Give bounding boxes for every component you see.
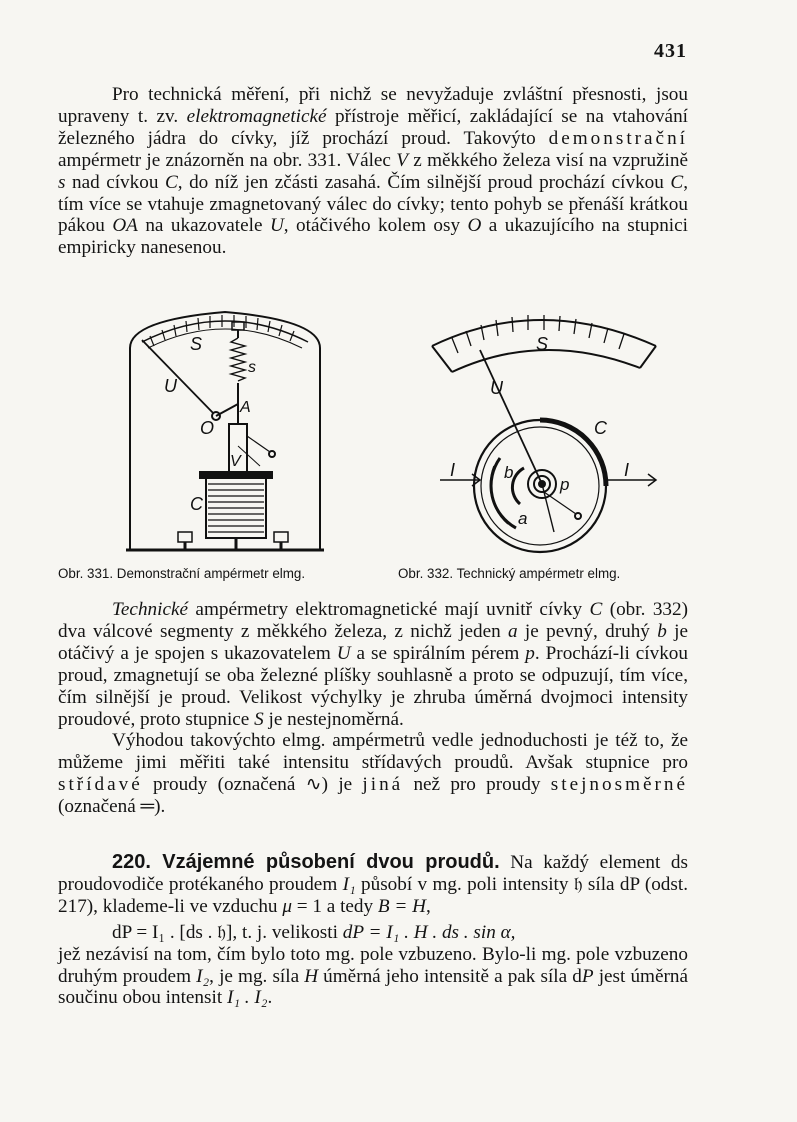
label-C: C	[190, 494, 203, 514]
term-technicke: Technické	[112, 599, 189, 620]
section-heading: 220. Vzájemné působení dvou proudů.	[112, 851, 500, 873]
symbol-P: P	[581, 965, 594, 987]
caption-fig-331: Obr. 331. Demonstrační ampérmetr elmg.	[58, 566, 306, 581]
label-V: V	[230, 453, 241, 470]
text: , do níž jen zčásti zasahá. Čím silnější proud prochází cívkou	[177, 171, 671, 193]
label-s: s	[248, 359, 256, 376]
label-b: b	[504, 463, 514, 482]
text: (označená ═).	[58, 796, 166, 818]
paragraph-force	[58, 944, 688, 1010]
formula-dP	[58, 922, 688, 944]
text: je otáčivý a je spojen s ukazovatelem	[58, 620, 688, 664]
text: ampérmetry elektromagnetické mají uvnitř cívky	[188, 599, 590, 620]
text: .	[267, 987, 273, 1009]
text: přístroje měřicí, zakládající se na vtahování železného jádra do cívky, jíž prochází proud. Takovýto	[58, 105, 688, 149]
text: (obr. 332) dva válcové segmenty z měkkého železa, z nichž jeden	[58, 599, 688, 642]
text: je nestejnoměrná.	[263, 708, 404, 730]
paragraph-intro	[58, 84, 688, 259]
text: , otáčivého kolem osy	[283, 215, 468, 237]
symbol-H: H	[304, 965, 319, 987]
text: ,	[426, 895, 431, 917]
text: nad cívkou	[65, 171, 165, 193]
symbol-C: C	[164, 171, 178, 193]
text: působí v mg. poli intensity 𝔥 síla dP (odst. 217), klademe-li ve vzduchu	[58, 873, 688, 917]
paragraph-advantages	[58, 730, 688, 818]
equation-B-H: B = H	[377, 895, 427, 917]
label-U: U	[490, 378, 503, 398]
formula-part: dP = I₁ . [ds . 𝔥], t. j. velikosti	[112, 921, 343, 943]
text: . Prochází-li cívkou proud, zmagnetují se oba železné plíšky souhlasně a proto se odpuzují, tím více, čím silnější je proud. Velikost výchylky je zhruba úměrná dvojmoci intensity proudové, proto stupnice	[58, 642, 688, 730]
label-S: S	[536, 334, 549, 354]
section-220	[58, 852, 688, 1009]
label-C: C	[594, 418, 607, 438]
term-stridave: střídavé	[58, 774, 143, 796]
symbol-U: U	[269, 215, 284, 237]
term-jina: jiná	[362, 774, 404, 796]
text: = 1 a tedy	[291, 895, 378, 917]
symbol-a: a	[508, 620, 518, 642]
symbol-I1-I2: I₁ . I₂	[226, 987, 268, 1009]
text: , je mg. síla	[209, 965, 305, 987]
text: a se spirálním pérem	[350, 642, 526, 664]
symbol-O: O	[467, 215, 482, 237]
text: Na každý element ds proudovodiče protékaného proudem	[58, 852, 688, 895]
symbol-OA: OA	[112, 215, 138, 237]
text: proudy (označená ∿) je	[142, 774, 363, 796]
symbol-I2: I₂	[196, 965, 210, 987]
figure-332-technical-ammeter	[420, 298, 670, 554]
term-elektromagneticke: elektromagnetické	[186, 105, 327, 127]
formula-part: dP = I₁ . H . ds . sin α,	[342, 921, 516, 943]
label-O: O	[200, 418, 215, 438]
text: je pevný, druhý	[517, 620, 658, 642]
text: na ukazovatele	[137, 215, 270, 237]
symbol-b: b	[657, 620, 667, 642]
text: ampérmetr je znázorněn na obr. 331. Válec	[58, 149, 397, 171]
label-A: A	[240, 399, 251, 416]
symbol-C: C	[589, 599, 603, 620]
term-stejnosmerne: stejnosměrné	[550, 774, 689, 796]
page-number: 431	[654, 40, 687, 62]
term-demonstracni: demonstrační	[548, 127, 688, 149]
label-a: a	[518, 509, 528, 528]
symbol-S: S	[254, 708, 264, 730]
text: a ukazujícího na stupnici empiricky nanesenou.	[58, 215, 688, 259]
text: Pro technická měření, při nichž se nevyžaduje zvláštní přesnosti, jsou upraveny t. zv.	[58, 84, 688, 127]
text: Výhodou takovýchto elmg. ampérmetrů vedle jednoduchosti je též to, že můžeme jimi měřiti také intensitu střídavých proudů. Avšak stupnice pro	[58, 730, 688, 774]
figure-331-demonstration-ammeter	[120, 296, 330, 558]
text: než pro proudy	[403, 774, 551, 796]
symbol-mu: μ	[282, 895, 292, 917]
caption-fig-332: Obr. 332. Technický ampérmetr elmg.	[398, 566, 621, 581]
symbol-s: s	[58, 171, 66, 193]
text: z měkkého železa visí na vzpružině	[407, 149, 688, 171]
label-p: p	[560, 475, 570, 494]
paragraph-technical-ammeters	[58, 599, 688, 818]
symbol-C: C	[670, 171, 684, 193]
text: úměrná jeho intensitě a pak síla d	[318, 965, 582, 987]
label-I-right: I	[624, 460, 630, 480]
text: jest úměrná součinu obou intensit	[58, 965, 688, 1009]
label-U: U	[164, 376, 177, 396]
symbol-U: U	[336, 642, 351, 664]
label-S: S	[190, 334, 203, 354]
text: jež nezávisí na tom, čím bylo toto mg. pole vzbuzeno. Bylo-li mg. pole vzbuzeno druhým proudem	[58, 943, 688, 987]
symbol-I1: I₁	[342, 873, 356, 895]
symbol-p: p	[525, 642, 535, 664]
text: , tím více se vtahuje zmagnetovaný válec do cívky; tento pohyb se přenáší krátkou pákou	[58, 171, 688, 237]
symbol-V: V	[396, 149, 408, 171]
label-I-left: I	[450, 460, 456, 480]
